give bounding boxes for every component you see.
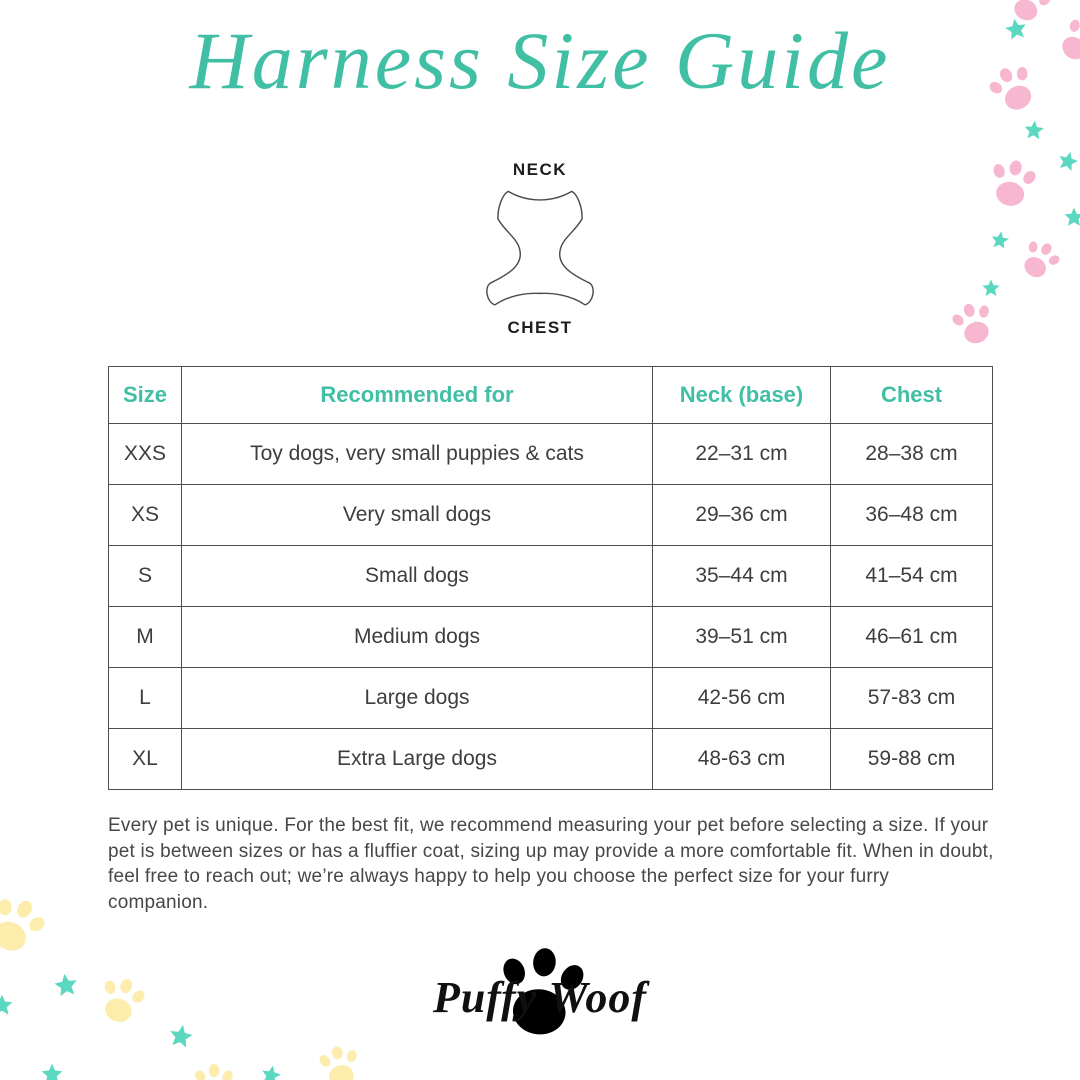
- chest-label: CHEST: [507, 318, 573, 337]
- size-table: [108, 366, 993, 790]
- recommended-cell: Very small dogs: [182, 485, 653, 546]
- neck-cell: 35–44 cm: [653, 546, 831, 607]
- chest-cell: 41–54 cm: [831, 546, 993, 607]
- size-cell: S: [109, 546, 182, 607]
- neck-cell: 22–31 cm: [653, 424, 831, 485]
- chest-cell: 36–48 cm: [831, 485, 993, 546]
- recommended-cell: Toy dogs, very small puppies & cats: [182, 424, 653, 485]
- star-icon: [989, 229, 1012, 252]
- size-cell: XL: [109, 729, 182, 790]
- star-icon: [40, 1062, 64, 1080]
- recommended-cell: Large dogs: [182, 668, 653, 729]
- table-row: [109, 485, 993, 546]
- size-cell: XS: [109, 485, 182, 546]
- paw-icon: [192, 1064, 236, 1080]
- star-icon: [51, 970, 80, 999]
- size-cell: M: [109, 607, 182, 668]
- neck-label: NECK: [512, 160, 568, 179]
- chest-cell: 46–61 cm: [831, 607, 993, 668]
- neck-cell: 29–36 cm: [653, 485, 831, 546]
- table-row: [109, 546, 993, 607]
- size-cell: L: [109, 668, 182, 729]
- star-icon: [166, 1021, 196, 1051]
- sizing-note: Every pet is unique. For the best fit, we recommend measuring your pet before selecting a size. If your pet is between sizes or has a fluffier coat, sizing up may provide a more comfortable fit. When in doubt, feel free to reach out; we’re always happy to help you choose the perfect size for your furry companion.: [108, 815, 994, 913]
- star-icon: [981, 278, 1001, 298]
- star-icon: [1002, 15, 1030, 43]
- page-title: Harness Size Guide: [189, 15, 891, 106]
- recommended-cell: Extra Large dogs: [182, 729, 653, 790]
- chest-cell: 57-83 cm: [831, 668, 993, 729]
- table-row: [109, 729, 993, 790]
- brand-name: Puffy Woof: [432, 973, 648, 1022]
- col-header-neck: Neck (base): [653, 367, 831, 424]
- paw-icon: [982, 155, 1041, 214]
- table-row: [109, 424, 993, 485]
- table-header-row: [109, 367, 993, 424]
- chest-cell: 28–38 cm: [831, 424, 993, 485]
- neck-cell: 42-56 cm: [653, 668, 831, 729]
- recommended-cell: Small dogs: [182, 546, 653, 607]
- chest-cell: 59-88 cm: [831, 729, 993, 790]
- harness-outline-icon: [475, 183, 605, 315]
- col-header-recommended: Recommended for: [182, 367, 653, 424]
- star-icon: [1063, 206, 1080, 228]
- col-header-size: Size: [109, 367, 182, 424]
- harness-diagram: [0, 160, 1080, 338]
- recommended-cell: Medium dogs: [182, 607, 653, 668]
- brand-logo: [0, 938, 1080, 1068]
- size-cell: XXS: [109, 424, 182, 485]
- star-icon: [1022, 118, 1046, 142]
- neck-cell: 39–51 cm: [653, 607, 831, 668]
- col-header-chest: Chest: [831, 367, 993, 424]
- table-row: [109, 607, 993, 668]
- paw-icon: [315, 1043, 366, 1080]
- neck-cell: 48-63 cm: [653, 729, 831, 790]
- star-icon: [0, 993, 14, 1017]
- table-row: [109, 668, 993, 729]
